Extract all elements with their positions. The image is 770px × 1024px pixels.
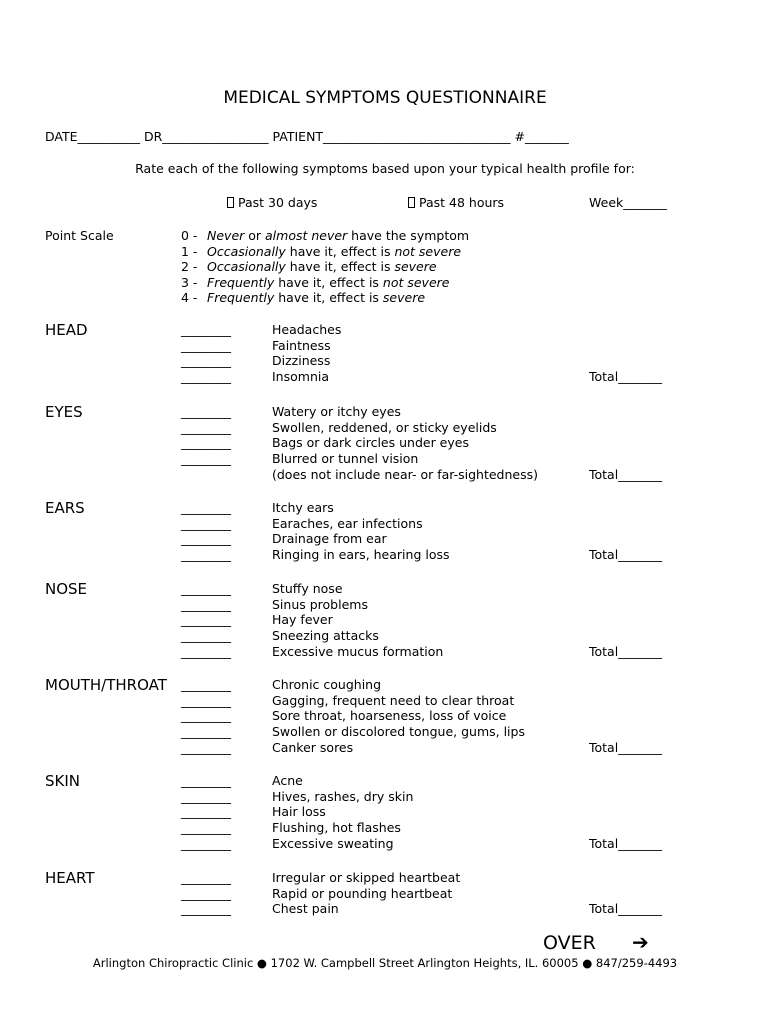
score-blank[interactable]: ________ — [181, 901, 231, 917]
symptom-label: Rapid or pounding heartbeat — [272, 885, 453, 901]
week-field[interactable]: Week_______ — [589, 195, 667, 210]
score-blank[interactable]: ________ — [181, 435, 231, 451]
symptom-label: Hives, rashes, dry skin — [272, 788, 414, 804]
score-blank[interactable]: ________ — [181, 643, 231, 659]
score-blank[interactable]: ________ — [181, 353, 231, 369]
score-blank[interactable]: ________ — [181, 870, 231, 885]
checkbox-past-48-hours[interactable] — [408, 197, 415, 208]
symptom-label: Flushing, hot flashes — [272, 820, 401, 836]
score-blank[interactable]: ________ — [181, 500, 231, 515]
point-scale-text: Frequently have it, effect is severe — [207, 290, 426, 305]
arrow-right-icon: ➔ — [632, 930, 649, 954]
point-scale-number: 3 - — [181, 274, 198, 290]
section-total-field[interactable]: Total_______ — [589, 901, 662, 917]
symptom-label: Itchy ears — [272, 500, 334, 515]
symptom-label: Chest pain — [272, 901, 339, 917]
symptom-label: Bags or dark circles under eyes — [272, 435, 469, 451]
symptom-label: Faintness — [272, 337, 331, 353]
score-blank[interactable]: ________ — [181, 820, 231, 836]
score-blank[interactable]: ________ — [181, 612, 231, 628]
score-blank[interactable]: ________ — [181, 596, 231, 612]
point-scale-label: Point Scale — [45, 228, 114, 243]
header-fields-line[interactable]: DATE__________ DR_________________ PATIENT______________________________ #_______ — [45, 129, 569, 144]
section-heading: MOUTH/THROAT — [45, 676, 167, 694]
section-heading: SKIN — [45, 772, 81, 790]
point-scale-text: Never or almost never have the symptom — [207, 228, 470, 243]
score-blank[interactable]: ________ — [181, 404, 231, 419]
score-blank[interactable]: ________ — [181, 835, 231, 851]
option-label: Past 30 days — [238, 195, 318, 210]
score-blank[interactable]: ________ — [181, 724, 231, 740]
section-total-field[interactable]: Total_______ — [589, 466, 662, 482]
symptom-label: Hair loss — [272, 804, 326, 820]
section-total-field[interactable]: Total_______ — [589, 739, 662, 755]
score-blank[interactable]: ________ — [181, 515, 231, 531]
score-blank[interactable]: ________ — [181, 547, 231, 563]
point-scale-number: 4 - — [181, 290, 198, 305]
symptom-label: Acne — [272, 773, 303, 788]
score-blank[interactable]: ________ — [181, 531, 231, 547]
symptom-label: Ringing in ears, hearing loss — [272, 547, 450, 563]
symptom-label: Sore throat, hoarseness, loss of voice — [272, 708, 507, 724]
symptom-label: Blurred or tunnel vision — [272, 451, 419, 467]
score-blank[interactable]: ________ — [181, 739, 231, 755]
instructions: Rate each of the following symptoms based upon your typical health profile for: — [135, 161, 635, 176]
score-blank[interactable]: ________ — [181, 628, 231, 644]
symptom-label: Gagging, frequent need to clear throat — [272, 692, 515, 708]
symptom-label: Excessive mucus formation — [272, 643, 444, 659]
checkbox-past-30-days[interactable] — [227, 197, 234, 208]
section-total-field[interactable]: Total_______ — [589, 547, 662, 563]
symptom-label: Headaches — [272, 322, 342, 337]
score-blank[interactable]: ________ — [181, 804, 231, 820]
symptom-label: Earaches, ear infections — [272, 515, 423, 531]
score-blank[interactable]: ________ — [181, 581, 231, 596]
point-scale-item — [181, 244, 461, 259]
symptom-label: Swollen, reddened, or sticky eyelids — [272, 419, 497, 435]
score-blank[interactable]: ________ — [181, 677, 231, 692]
over-label: OVER — [543, 932, 596, 954]
section-heading: EARS — [45, 499, 85, 517]
section-total-field[interactable]: Total_______ — [589, 835, 662, 851]
section-heading: NOSE — [45, 580, 88, 598]
symptom-label: Excessive sweating — [272, 835, 394, 851]
point-scale-item — [181, 228, 469, 243]
section-heading: HEART — [45, 869, 95, 887]
symptom-label: Watery or itchy eyes — [272, 404, 401, 419]
point-scale-number: 2 - — [181, 259, 198, 274]
score-blank[interactable]: ________ — [181, 322, 231, 337]
score-blank[interactable]: ________ — [181, 451, 231, 467]
section-heading: EYES — [45, 403, 83, 421]
symptom-label: Dizziness — [272, 353, 331, 369]
page-title: MEDICAL SYMPTOMS QUESTIONNAIRE — [223, 88, 547, 108]
point-scale-item — [181, 259, 437, 274]
symptom-label: Insomnia — [272, 369, 330, 385]
symptom-label: Chronic coughing — [272, 677, 382, 692]
score-blank[interactable]: ________ — [181, 369, 231, 385]
option-past-30-days[interactable] — [227, 195, 317, 210]
score-blank[interactable]: ________ — [181, 337, 231, 353]
symptom-label: Irregular or skipped heartbeat — [272, 870, 461, 885]
point-scale-number: 0 - — [181, 228, 198, 243]
score-blank[interactable]: ________ — [181, 692, 231, 708]
option-past-48-hours[interactable] — [408, 195, 504, 210]
score-blank[interactable]: ________ — [181, 788, 231, 804]
symptom-label: Stuffy nose — [272, 581, 343, 596]
point-scale-item — [181, 290, 425, 305]
section-total-field[interactable]: Total_______ — [589, 643, 662, 659]
symptom-label: Drainage from ear — [272, 531, 387, 547]
symptom-label: Canker sores — [272, 739, 354, 755]
score-blank[interactable]: ________ — [181, 885, 231, 901]
symptom-label: Swollen or discolored tongue, gums, lips — [272, 724, 525, 740]
option-label: Past 48 hours — [419, 195, 505, 210]
section-total-field[interactable]: Total_______ — [589, 369, 662, 385]
score-blank[interactable]: ________ — [181, 773, 231, 788]
footer-address: Arlington Chiropractic Clinic ● 1702 W. Campbell Street Arlington Heights, IL. 60005 ● 847/259-4493 — [92, 956, 678, 970]
point-scale-text: Occasionally have it, effect is severe — [207, 259, 437, 274]
point-scale-number: 1 - — [181, 243, 198, 259]
point-scale-text: Occasionally have it, effect is not severe — [207, 243, 462, 259]
section-heading: HEAD — [45, 321, 88, 339]
point-scale-item — [181, 275, 449, 290]
symptom-label: (does not include near- or far-sightedness) — [272, 466, 538, 482]
point-scale-text: Frequently have it, effect is not severe — [207, 274, 450, 290]
score-blank[interactable]: ________ — [181, 708, 231, 724]
symptom-label: Sinus problems — [272, 596, 368, 612]
score-blank[interactable]: ________ — [181, 419, 231, 435]
symptom-label: Sneezing attacks — [272, 628, 379, 644]
symptom-label: Hay fever — [272, 612, 333, 628]
